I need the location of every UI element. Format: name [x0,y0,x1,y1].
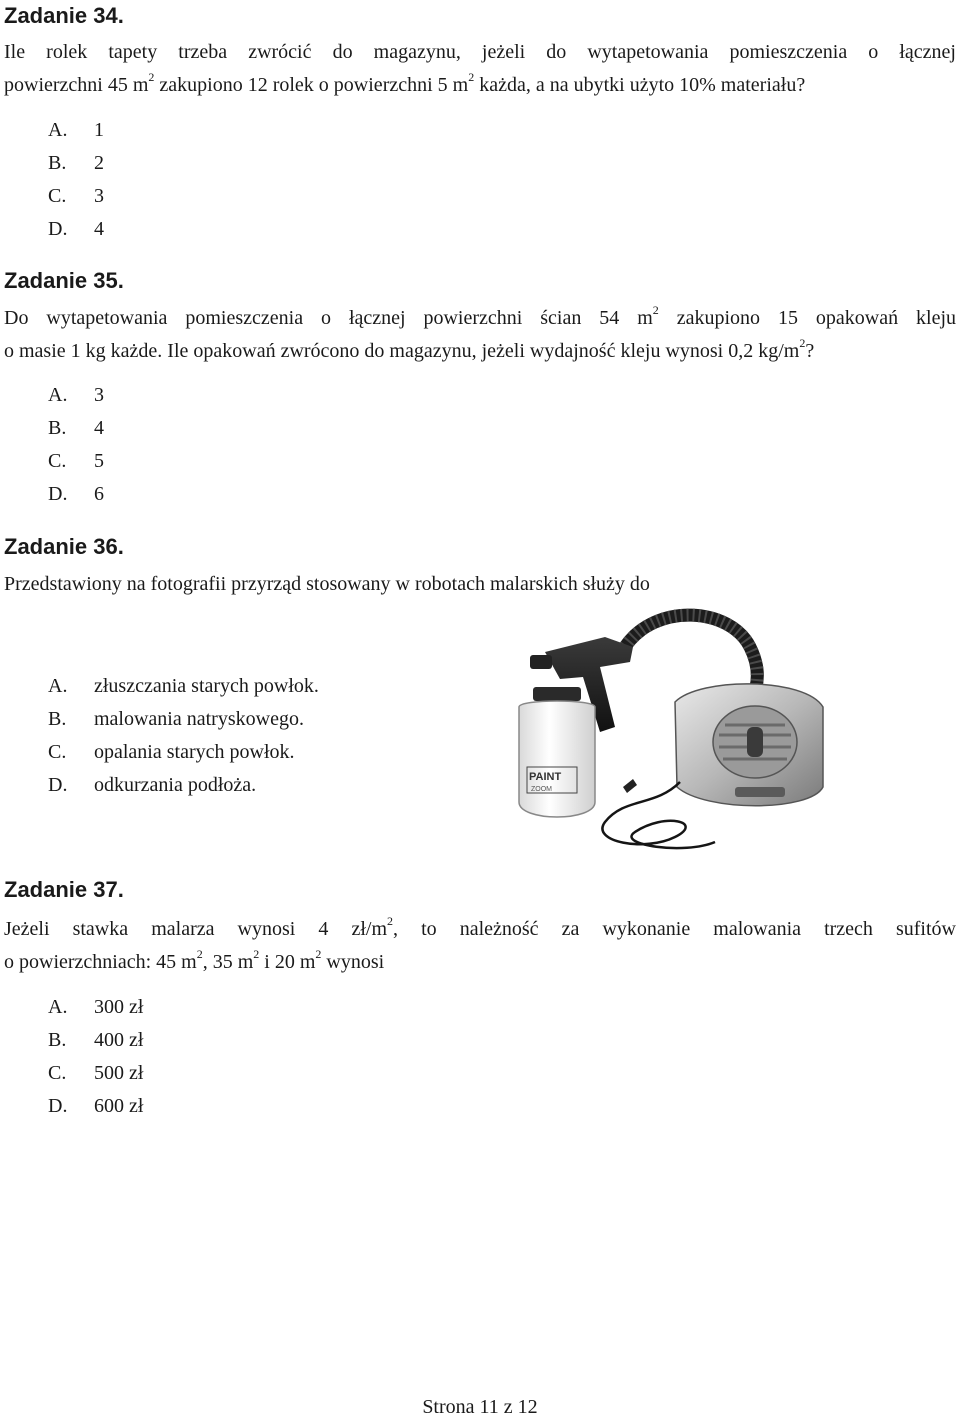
answer-text: 3 [94,185,104,207]
answer-letter: A. [48,996,68,1018]
task-34-question-line-1: Ile rolek tapety trzeba zwrócić do magazynu, jeżeli do wytapetowania pomieszczenia o łącznej [4,41,956,63]
superscript: 2 [196,947,203,962]
answer-text: złuszczania starych powłok. [94,675,319,697]
task-37-question [4,913,956,979]
answer-option[interactable] [48,991,143,1024]
answer-letter: B. [48,417,67,439]
answer-text: 600 zł [94,1095,144,1117]
task-36-title: Zadanie 36. [4,534,124,559]
answer-option[interactable] [48,213,104,246]
compressor-foot [735,787,785,797]
task-35-text-part: ? [805,340,815,362]
superscript: 2 [387,914,394,929]
superscript: 2 [799,336,806,351]
answer-letter: A. [48,119,68,141]
answer-text: 1 [94,119,104,141]
task-34-title: Zadanie 34. [4,3,124,28]
task-35-question-line-2 [4,335,956,368]
answer-letter: B. [48,1029,67,1051]
answer-letter: C. [48,741,67,763]
answer-letter: C. [48,1062,67,1084]
answer-letter: A. [48,675,68,697]
answer-option[interactable] [48,180,104,213]
task-34-question-line-2 [4,69,956,102]
answer-option[interactable] [48,114,104,147]
task-35-text-part: zakupiono 15 opakowań kleju [658,307,956,329]
answer-text: 500 zł [94,1062,144,1084]
answer-letter: A. [48,384,68,406]
task-35-text-part: Do wytapetowania pomieszczenia o łącznej powierzchni ścian 54 m [4,307,653,329]
task-37-text-part: wynosi [321,951,385,973]
answer-text: opalania starych powłok. [94,741,295,763]
spray-gun-icon [505,607,830,862]
superscript: 2 [148,70,155,85]
answer-text: 3 [94,384,104,406]
answer-letter: D. [48,774,68,796]
jar-lid [533,687,581,701]
answer-text: 400 zł [94,1029,144,1051]
task-37-answers [48,991,143,1123]
task-35-question [4,302,956,368]
superscript: 2 [253,947,260,962]
answer-option[interactable] [48,379,104,412]
spray-nozzle [530,655,552,669]
task-34-text-part: powierzchni 45 m [4,74,149,96]
paint-jar [519,701,595,817]
answer-letter: D. [48,483,68,505]
task-35-title: Zadanie 35. [4,268,124,293]
answer-option[interactable] [48,1090,143,1123]
answer-option[interactable] [48,1057,143,1090]
task-37-text-part: o powierzchniach: 45 m [4,951,197,973]
answer-text: 6 [94,483,104,505]
task-36-question [4,568,956,601]
answer-letter: B. [48,152,67,174]
task-36-question-line-1: Przedstawiony na fotografii przyrząd stosowany w robotach malarskich służy do [4,573,650,595]
page-number: Strona 11 z 12 [422,1396,538,1418]
answer-text: malowania natryskowego. [94,708,304,730]
answer-text: 4 [94,417,104,439]
answer-option[interactable] [48,736,319,769]
answer-letter: D. [48,218,68,240]
task-35-text-part: o masie 1 kg każde. Ile opakowań zwrócono do magazynu, jeżeli wydajność kleju wynosi 0,2 kg/m [4,340,800,362]
answer-option[interactable] [48,478,104,511]
task-34-answers [48,114,104,246]
compressor-switch [747,727,763,757]
answer-option[interactable] [48,1024,143,1057]
task-37-text-part: i 20 m [259,951,316,973]
task-37-question-line-2 [4,946,956,979]
task-34-question [4,36,956,102]
answer-text: 2 [94,152,104,174]
answer-option[interactable] [48,769,319,802]
task-37-text-part: , 35 m [202,951,254,973]
task-37-text-part: , to należność za wykonanie malowania trzech sufitów [393,918,956,940]
answer-text: 300 zł [94,996,144,1018]
task-37-title: Zadanie 37. [4,877,124,902]
superscript: 2 [468,70,475,85]
answer-letter: C. [48,450,67,472]
task-35-question-line-1 [4,302,956,335]
task-34-text-part: zakupiono 12 rolek o powierzchni 5 m [154,74,469,96]
answer-option[interactable] [48,670,319,703]
answer-letter: B. [48,708,67,730]
task-34-text-part: każda, a na ubytki użyto 10% materiału? [474,74,806,96]
power-plug [623,779,637,793]
superscript: 2 [652,303,659,318]
jar-label-zoom: ZOOM [531,786,552,793]
answer-text: 5 [94,450,104,472]
answer-option[interactable] [48,147,104,180]
jar-label-paint: PAINT [529,771,562,783]
answer-letter: C. [48,185,67,207]
answer-option[interactable] [48,445,104,478]
superscript: 2 [315,947,322,962]
answer-letter: D. [48,1095,68,1117]
task-37-question-line-1 [4,913,956,946]
task-37-text-part: Jeżeli stawka malarza wynosi 4 zł/m [4,918,388,940]
paint-sprayer-photo [505,607,830,862]
answer-option[interactable] [48,412,104,445]
answer-text: odkurzania podłoża. [94,774,257,796]
answer-text: 4 [94,218,104,240]
task-35-answers [48,379,104,511]
answer-option[interactable] [48,703,319,736]
task-36-answers [48,670,319,802]
